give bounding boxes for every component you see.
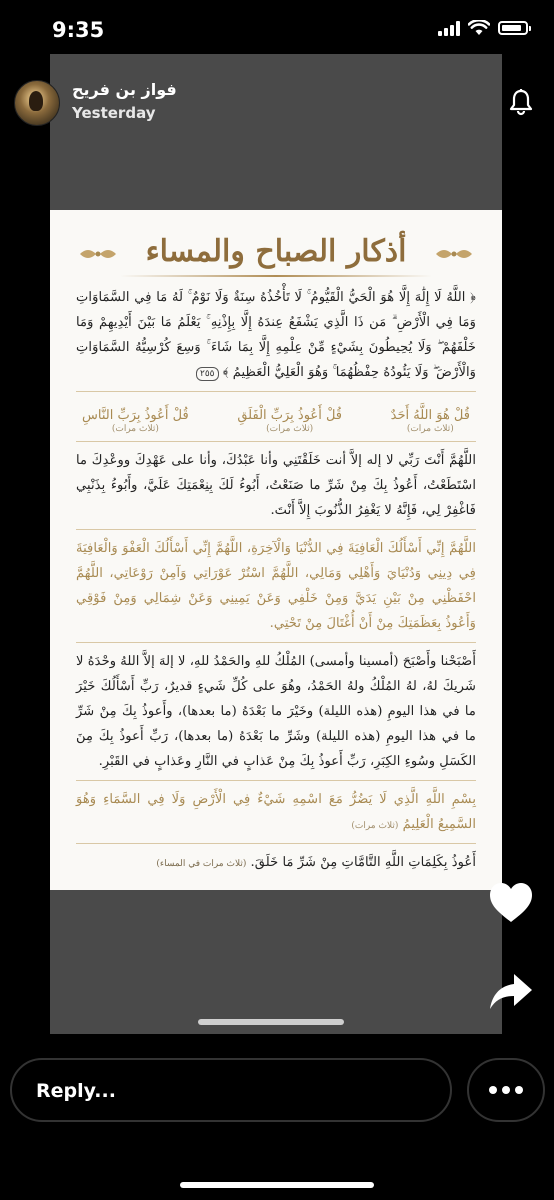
document-title: أذكار الصباح والمساء (145, 234, 407, 269)
battery-icon (498, 21, 528, 35)
bismillah-dua: بِسْمِ اللَّهِ الَّذِي لَا يَضُرُّ مَعَ اسْمِهِ شَيْءٌ فِي الْأَرْضِ وَلَا فِي السَّمَاءِ وَهُوَ السَّمِيعُ الْعَلِيمُ (ثلاث مرات) (76, 792, 476, 832)
asbahna-dua: أَصْبَحْنا وأَصْبَحَ (أمسينا وأمسى) المُلْكُ للهِ والحَمْدُ للهِ، لا إلهَ إلاَّ اللهُ وحْدَهُ لا شَريكَ لهُ، لهُ المُلْكُ ولهُ الحَمْدُ، وهُوَ على كُلِّ شَيءٍ قديرٌ، رَبِّ أَسْأَلُكَ خَيْرَ ما في هذا اليومِ (هذه الليلة) وخَيْرَ ما بَعْدَهُ (ما بعدها)، وأَعوذُ بِكَ مِنْ شَرِّ ما في هذا اليومِ (هذه الليلة) وشَرِّ ما بَعْدَهُ (ما بعدها)، رَبِّ أَعوذُ بِكَ مِنَ الكَسَلِ وسُوءِ الكِبَرِ، رَبِّ أَعوذُ بِكَ مِنْ عَذابٍ في النَّارِ وعَذابٍ في القَبْرِ. (76, 654, 476, 769)
more-icon (489, 1086, 497, 1094)
ayat-number: ٢٥٥ (196, 367, 219, 381)
avatar[interactable] (14, 80, 60, 126)
divider (76, 780, 476, 781)
reply-input[interactable] (10, 1058, 452, 1122)
author-name[interactable]: فواز بن فريح (72, 80, 177, 99)
afiyah-dua: اللَّهُمَّ إِنِّي أَسْأَلُكَ الْعَافِيَةَ فِي الدُّنْيَا وَالْآخِرَةِ، اللَّهُمَّ إِنِّي أَسْأَلُكَ الْعَفْوَ وَالْعَافِيَةَ فِي دِينِي وَدُنْيَايَ وَأَهْلِي وَمَالِي، اللَّهُمَّ اسْتُرْ عَوْرَاتِي وَآمِنْ رَوْعَاتِي، اللَّهُمَّ احْفَظْنِي مِنْ بَيْنِ يَدَيَّ وَمِنْ خَلْفِي وَعَنْ يَمِينِي وَعَنْ شِمَالِي وَمِنْ فَوْقِي وَأَعُوذُ بِعَظَمَتِكَ مِنْ أَنْ أُغْتَالَ مِنْ تَحْتِي. (76, 541, 476, 631)
home-bar (180, 1182, 374, 1188)
story-progress-indicator (198, 1019, 344, 1025)
story-header (14, 76, 534, 126)
divider (76, 642, 476, 643)
adhkar-document (50, 210, 502, 890)
ayat-kursi-text: ﴿ اللَّهُ لَا إِلَٰهَ إِلَّا هُوَ الْحَيُّ الْقَيُّومُ ۚ لَا تَأْخُذُهُ سِنَةٌ وَلَا نَوْمٌ ۚ لَهُ مَا فِي السَّمَاوَاتِ وَمَا فِي الْأَرْضِ ۗ مَن ذَا الَّذِي يَشْفَعُ عِندَهُ إِلَّا بِإِذْنِهِ ۚ يَعْلَمُ مَا بَيْنَ أَيْدِيهِمْ وَمَا خَلْفَهُمْ ۖ وَلَا يُحِيطُونَ بِشَيْءٍ مِّنْ عِلْمِهِ إِلَّا بِمَا شَاءَ ۚ وَسِعَ كُرْسِيُّهُ السَّمَاوَاتِ وَالْأَرْضَ ۖ وَلَا يَئُودُهُ حِفْظُهُمَا ۚ وَهُوَ الْعَلِيُّ الْعَظِيمُ ﴾ (76, 290, 476, 380)
ayat-kursi (50, 285, 502, 385)
share-icon[interactable] (488, 972, 534, 1012)
surahs-row (50, 398, 502, 435)
divider (76, 441, 476, 442)
divider (76, 529, 476, 530)
post-time: Yesterday (72, 104, 156, 122)
more-button[interactable] (467, 1058, 545, 1122)
wifi-icon (468, 20, 490, 36)
surah-ikhlas: قُلْ هُوَ اللَّهُ أَحَدٌ (ثلاث مرات) (390, 408, 470, 434)
status-bar (0, 0, 554, 60)
status-icons (438, 20, 528, 36)
heart-icon[interactable] (488, 882, 534, 924)
status-time: 9:35 (52, 18, 105, 42)
divider (76, 843, 476, 844)
ornament-icon (78, 246, 118, 262)
surah-nas: قُلْ أَعُوذُ بِرَبِّ النَّاسِ (ثلاث مرات) (82, 408, 189, 434)
divider (76, 391, 476, 392)
battery-level (502, 25, 521, 31)
ornament-icon (434, 246, 474, 262)
signal-icon (438, 20, 460, 36)
bell-icon[interactable] (508, 88, 534, 116)
reply-placeholder: Reply... (36, 1080, 116, 1102)
audhu-dua: أَعُوذُ بِكَلِمَاتِ اللَّهِ التَّامَّاتِ مِنْ شَرِّ مَا خَلَقَ. (ثلاث مرات في المساء) (156, 855, 476, 870)
surah-falaq: قُلْ أَعُوذُ بِرَبِّ الْفَلَقِ (ثلاث مرات) (237, 408, 342, 434)
title-divider (120, 275, 432, 277)
sayyid-istighfar: اللَّهُمَّ أَنْتَ رَبِّي لا إله إلاَّ أنت خَلَقْتَنِي وأنا عَبْدُكَ، وأنا على عَهْدِكَ ووعْدِكَ ما اسْتَطَعْتُ، أَعُوذُ بِكَ مِنْ شَرِّ ما صَنَعْتُ، أَبُوءُ لَكَ بِنِعْمَتِكَ عَلَيَّ، وأَبُوءُ بِذَنْبِي فَاغْفِرْ لِي، فَإِنَّهُ لا يَغْفِرُ الذُّنُوبَ إِلاَّ أَنْتَ. (76, 453, 476, 518)
